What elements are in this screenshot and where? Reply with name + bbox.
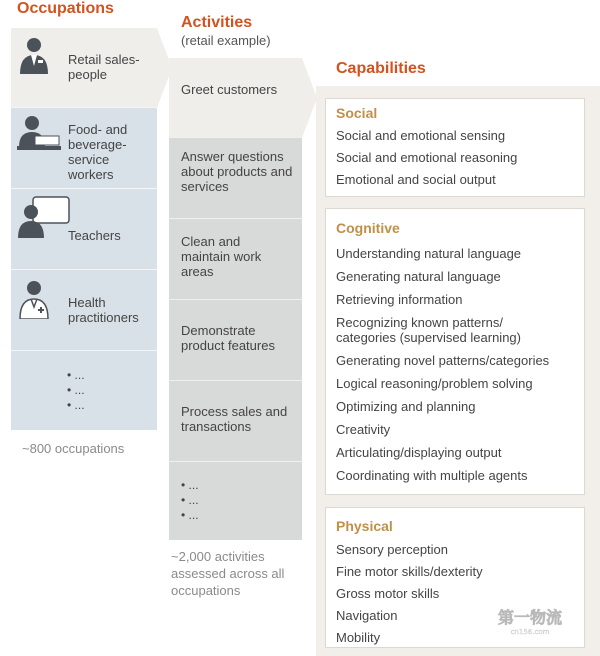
- occupations-heading: Occupations: [17, 0, 114, 17]
- teacher-icon: [17, 194, 73, 238]
- capability-item: Understanding natural language: [336, 246, 522, 261]
- activity-label: Clean and maintain work areas: [181, 234, 262, 279]
- capability-item: Sensory perception: [336, 542, 449, 557]
- activity-item-clean: [169, 220, 302, 300]
- activity-ellipsis: • ...: [181, 478, 199, 492]
- occupations-footnote: ~800 occupations: [22, 441, 125, 456]
- capability-item: categories (supervised learning): [336, 330, 521, 345]
- activities-footnote: ~2,000 activities assessed across all occupations: [171, 549, 285, 598]
- occupation-item-health: [11, 271, 157, 351]
- capability-group-cognitive: [325, 208, 585, 495]
- watermark-subtext: cn156.com: [510, 628, 550, 636]
- capability-item: Social and emotional reasoning: [336, 150, 518, 165]
- activities-column: [169, 58, 302, 540]
- occupation-label: Food- and beverage-service workers: [68, 122, 128, 182]
- occupation-label: Teachers: [68, 228, 121, 243]
- capability-item: Mobility: [336, 630, 381, 645]
- capability-item: Generating novel patterns/categories: [336, 353, 550, 368]
- occupation-ellipsis: • ...: [67, 398, 85, 412]
- salesperson-icon: [17, 36, 51, 74]
- capability-item: Gross motor skills: [336, 586, 440, 601]
- capability-item: Articulating/displaying output: [336, 445, 502, 460]
- capability-item: Optimizing and planning: [336, 399, 476, 414]
- occupation-item-teachers: [11, 190, 157, 270]
- occupation-ellipsis: • ...: [67, 383, 85, 397]
- activities-heading: Activities: [181, 14, 253, 31]
- capability-item: Generating natural language: [336, 269, 501, 284]
- capability-group-title: Cognitive: [336, 220, 400, 236]
- activity-ellipsis: • ...: [181, 493, 199, 507]
- occupations-column: [11, 28, 157, 430]
- activity-ellipsis: • ...: [181, 508, 199, 522]
- capability-item: Coordinating with multiple agents: [336, 468, 528, 483]
- capability-item: Logical reasoning/problem solving: [336, 376, 533, 391]
- watermark-logo: [495, 603, 565, 637]
- occupation-ellipsis: • ...: [67, 368, 85, 382]
- capability-item: Emotional and social output: [336, 172, 496, 187]
- capability-item: Social and emotional sensing: [336, 128, 506, 143]
- capability-group-title: Physical: [336, 518, 393, 534]
- activity-label: Answer questions about products and services: [181, 149, 293, 194]
- occupation-label: Retail sales-people: [68, 52, 140, 82]
- capability-group-social: [325, 98, 585, 197]
- capability-item: Fine motor skills/dexterity: [336, 564, 483, 579]
- capabilities-heading: Capabilities: [336, 60, 426, 77]
- occupation-label: Health practitioners: [68, 295, 139, 325]
- watermark-text: 第一物流: [497, 608, 563, 627]
- occupation-item-retail: [11, 28, 157, 108]
- capability-item: Navigation: [336, 608, 398, 623]
- activities-subheading: (retail example): [181, 33, 271, 48]
- occupation-item-food-service: [11, 109, 157, 189]
- activity-item-answer: [169, 139, 302, 219]
- activity-label: Demonstrate product features: [181, 323, 275, 353]
- health-practitioner-icon: [17, 279, 51, 319]
- activity-item-demonstrate: [169, 301, 302, 381]
- capability-item: Creativity: [336, 422, 391, 437]
- capability-item: Recognizing known patterns/: [336, 315, 503, 330]
- activity-item-process-sales: [169, 382, 302, 462]
- activity-label: Greet customers: [181, 82, 278, 97]
- food-service-worker-icon: [17, 115, 61, 151]
- activity-label: Process sales and transactions: [181, 404, 288, 434]
- capability-group-title: Social: [336, 105, 378, 121]
- activity-item-greet: [169, 58, 302, 138]
- capability-item: Retrieving information: [336, 292, 463, 307]
